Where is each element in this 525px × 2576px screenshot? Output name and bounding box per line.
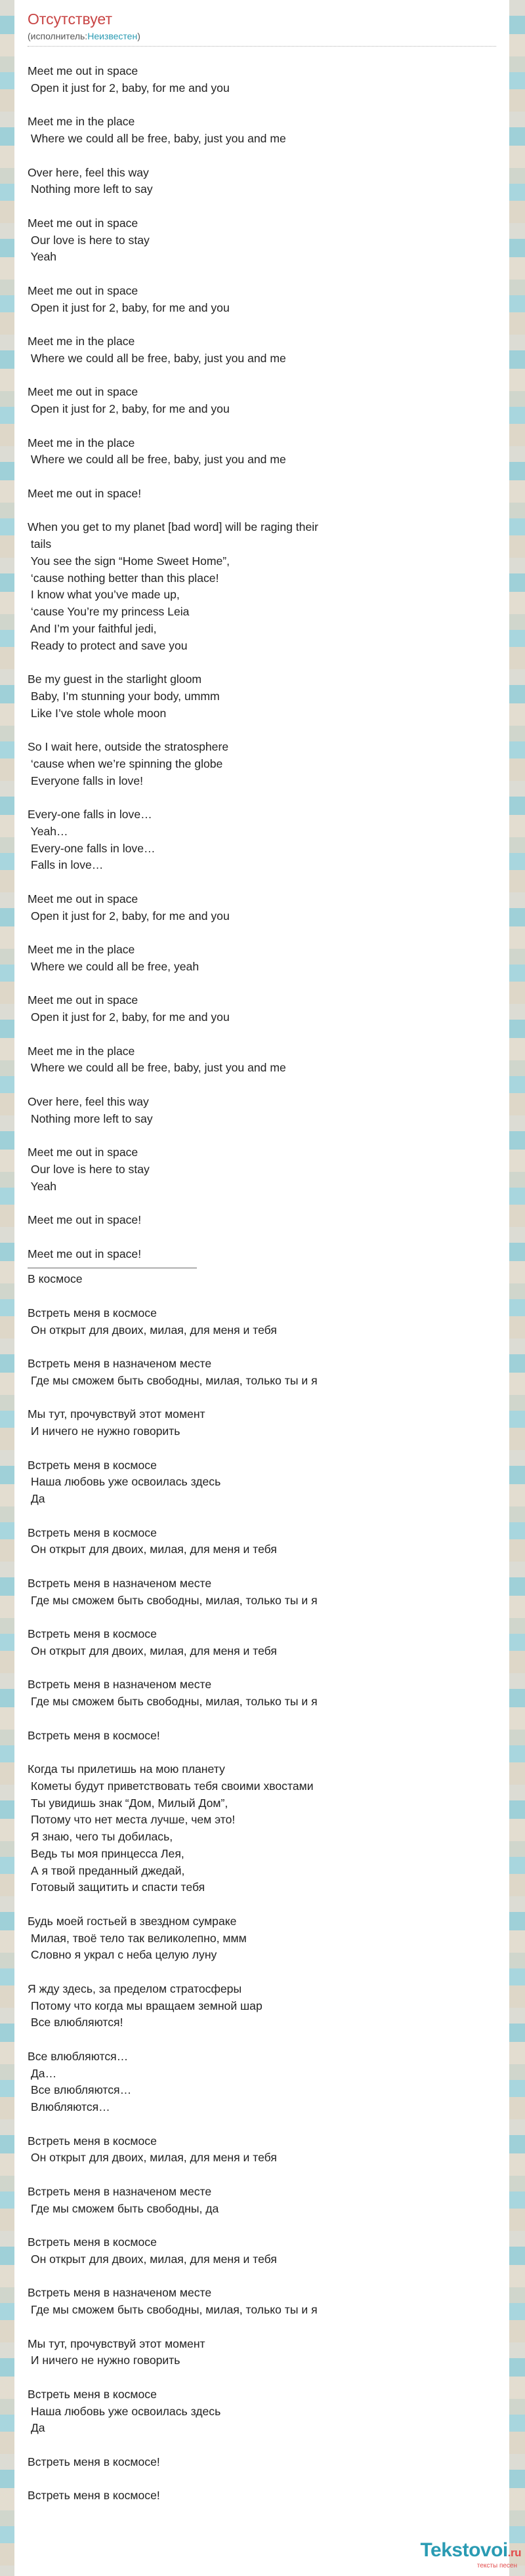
- lyrics-page: [14, 0, 509, 2576]
- artist-link[interactable]: Неизвестен: [87, 31, 138, 41]
- logo-tagline: тексты песен: [476, 2562, 517, 2569]
- artist-suffix: ): [137, 31, 140, 41]
- song-header: [14, 0, 509, 52]
- lyrics-original: Meet me out in space Open it just for 2, baby, for me and you Meet me in the place Where we could all be free, baby, just you and me Over here, feel this way Nothing more left to say Meet me out in space Our love is here to stay Yeah Meet me out in space Open it just for 2, baby, for me and you Meet me in the place Where we could all be free, baby, just you and me Meet me out in space Open it just for 2, baby, for me and you Meet me in the place Where we could all be free, baby, just you and me Meet me out in space! When you get to my planet [bad word] will be raging their tails You see the sign “Home Sweet Home”, ‘cause nothing better than this place! I know what you’ve made up, ‘cause You’re my princess Leia And I’m your faithful jedi, Ready to protect and save you Be my guest in the starlight gloom Baby, I’m stunning your body, ummm Like I’ve stole whole moon So I wait here, outside the stratosphere ‘cause when we’re spinning the globe Everyone falls in love! Every-one falls in love… Yeah… Every-one falls in love… Falls in love… Meet me out in space Open it just for 2, baby, for me and you Meet me in the place Where we could all be free, yeah Meet me out in space Open it just for 2, baby, for me and you Meet me in the place Where we could all be free, baby, just you and me Over here, feel this way Nothing more left to say Meet me out in space Our love is here to stay Yeah Meet me out in space! Meet me out in space!: [28, 64, 319, 1260]
- artist-line: [28, 30, 496, 42]
- lyrics-translation: В космосе Встреть меня в космосе Он открыт для двоих, милая, для меня и тебя Встреть меня в назначеном месте Где мы сможем быть свободны, милая, только ты и я Мы тут, прочувствуй этот момент И ничего не нужно говорить Встреть меня в космосе Наша любовь уже освоилась здесь Да Встреть меня в космосе Он открыт для двоих, милая, для меня и тебя Встреть меня в назначеном месте Где мы сможем быть свободны, милая, только ты и я Встреть меня в космосе Он открыт для двоих, милая, для меня и тебя Встреть меня в назначеном месте Где мы сможем быть свободны, милая, только ты и я Встреть меня в космосе! Когда ты прилетишь на мою планету Кометы будут приветствовать тебя своими хвостами Ты увидишь знак “Дом, Милый Дом”, Потому что нет места лучше, чем это! Я знаю, чего ты добилась, Ведь ты моя принцесса Лея, А я твой преданный джедай, Готовый защитить и спасти тебя Будь моей гостьей в звездном сумраке Милая, твоё тело так великолепно, ммм Словно я украл с неба целую луну Я жду здесь, за пределом стратосферы Потому что когда мы вращаем земной шар Все влюбляются! Все влюбляются… Да… Все влюбляются… Влюбляются… Встреть меня в космосе Он открыт для двоих, милая, для меня и тебя Встреть меня в назначеном месте Где мы сможем быть свободны, да Встреть меня в космосе Он открыт для двоих, милая, для меня и тебя Встреть меня в назначеном месте Где мы сможем быть свободны, милая, только ты и я Мы тут, прочувствуй этот момент И ничего не нужно говорить Встреть меня в космосе Наша любовь уже освоилась здесь Да Встреть меня в космосе! Встреть меня в космосе!: [28, 1272, 318, 2503]
- site-logo[interactable]: [420, 2540, 521, 2569]
- logo-name: Tekstovoi: [420, 2539, 508, 2561]
- logo-tld: .ru: [507, 2546, 521, 2559]
- header-divider: [28, 46, 496, 47]
- song-title: Отсутствует: [28, 10, 112, 28]
- artist-prefix: (исполнитель:: [28, 31, 88, 41]
- logo-wordmark: [420, 2540, 521, 2564]
